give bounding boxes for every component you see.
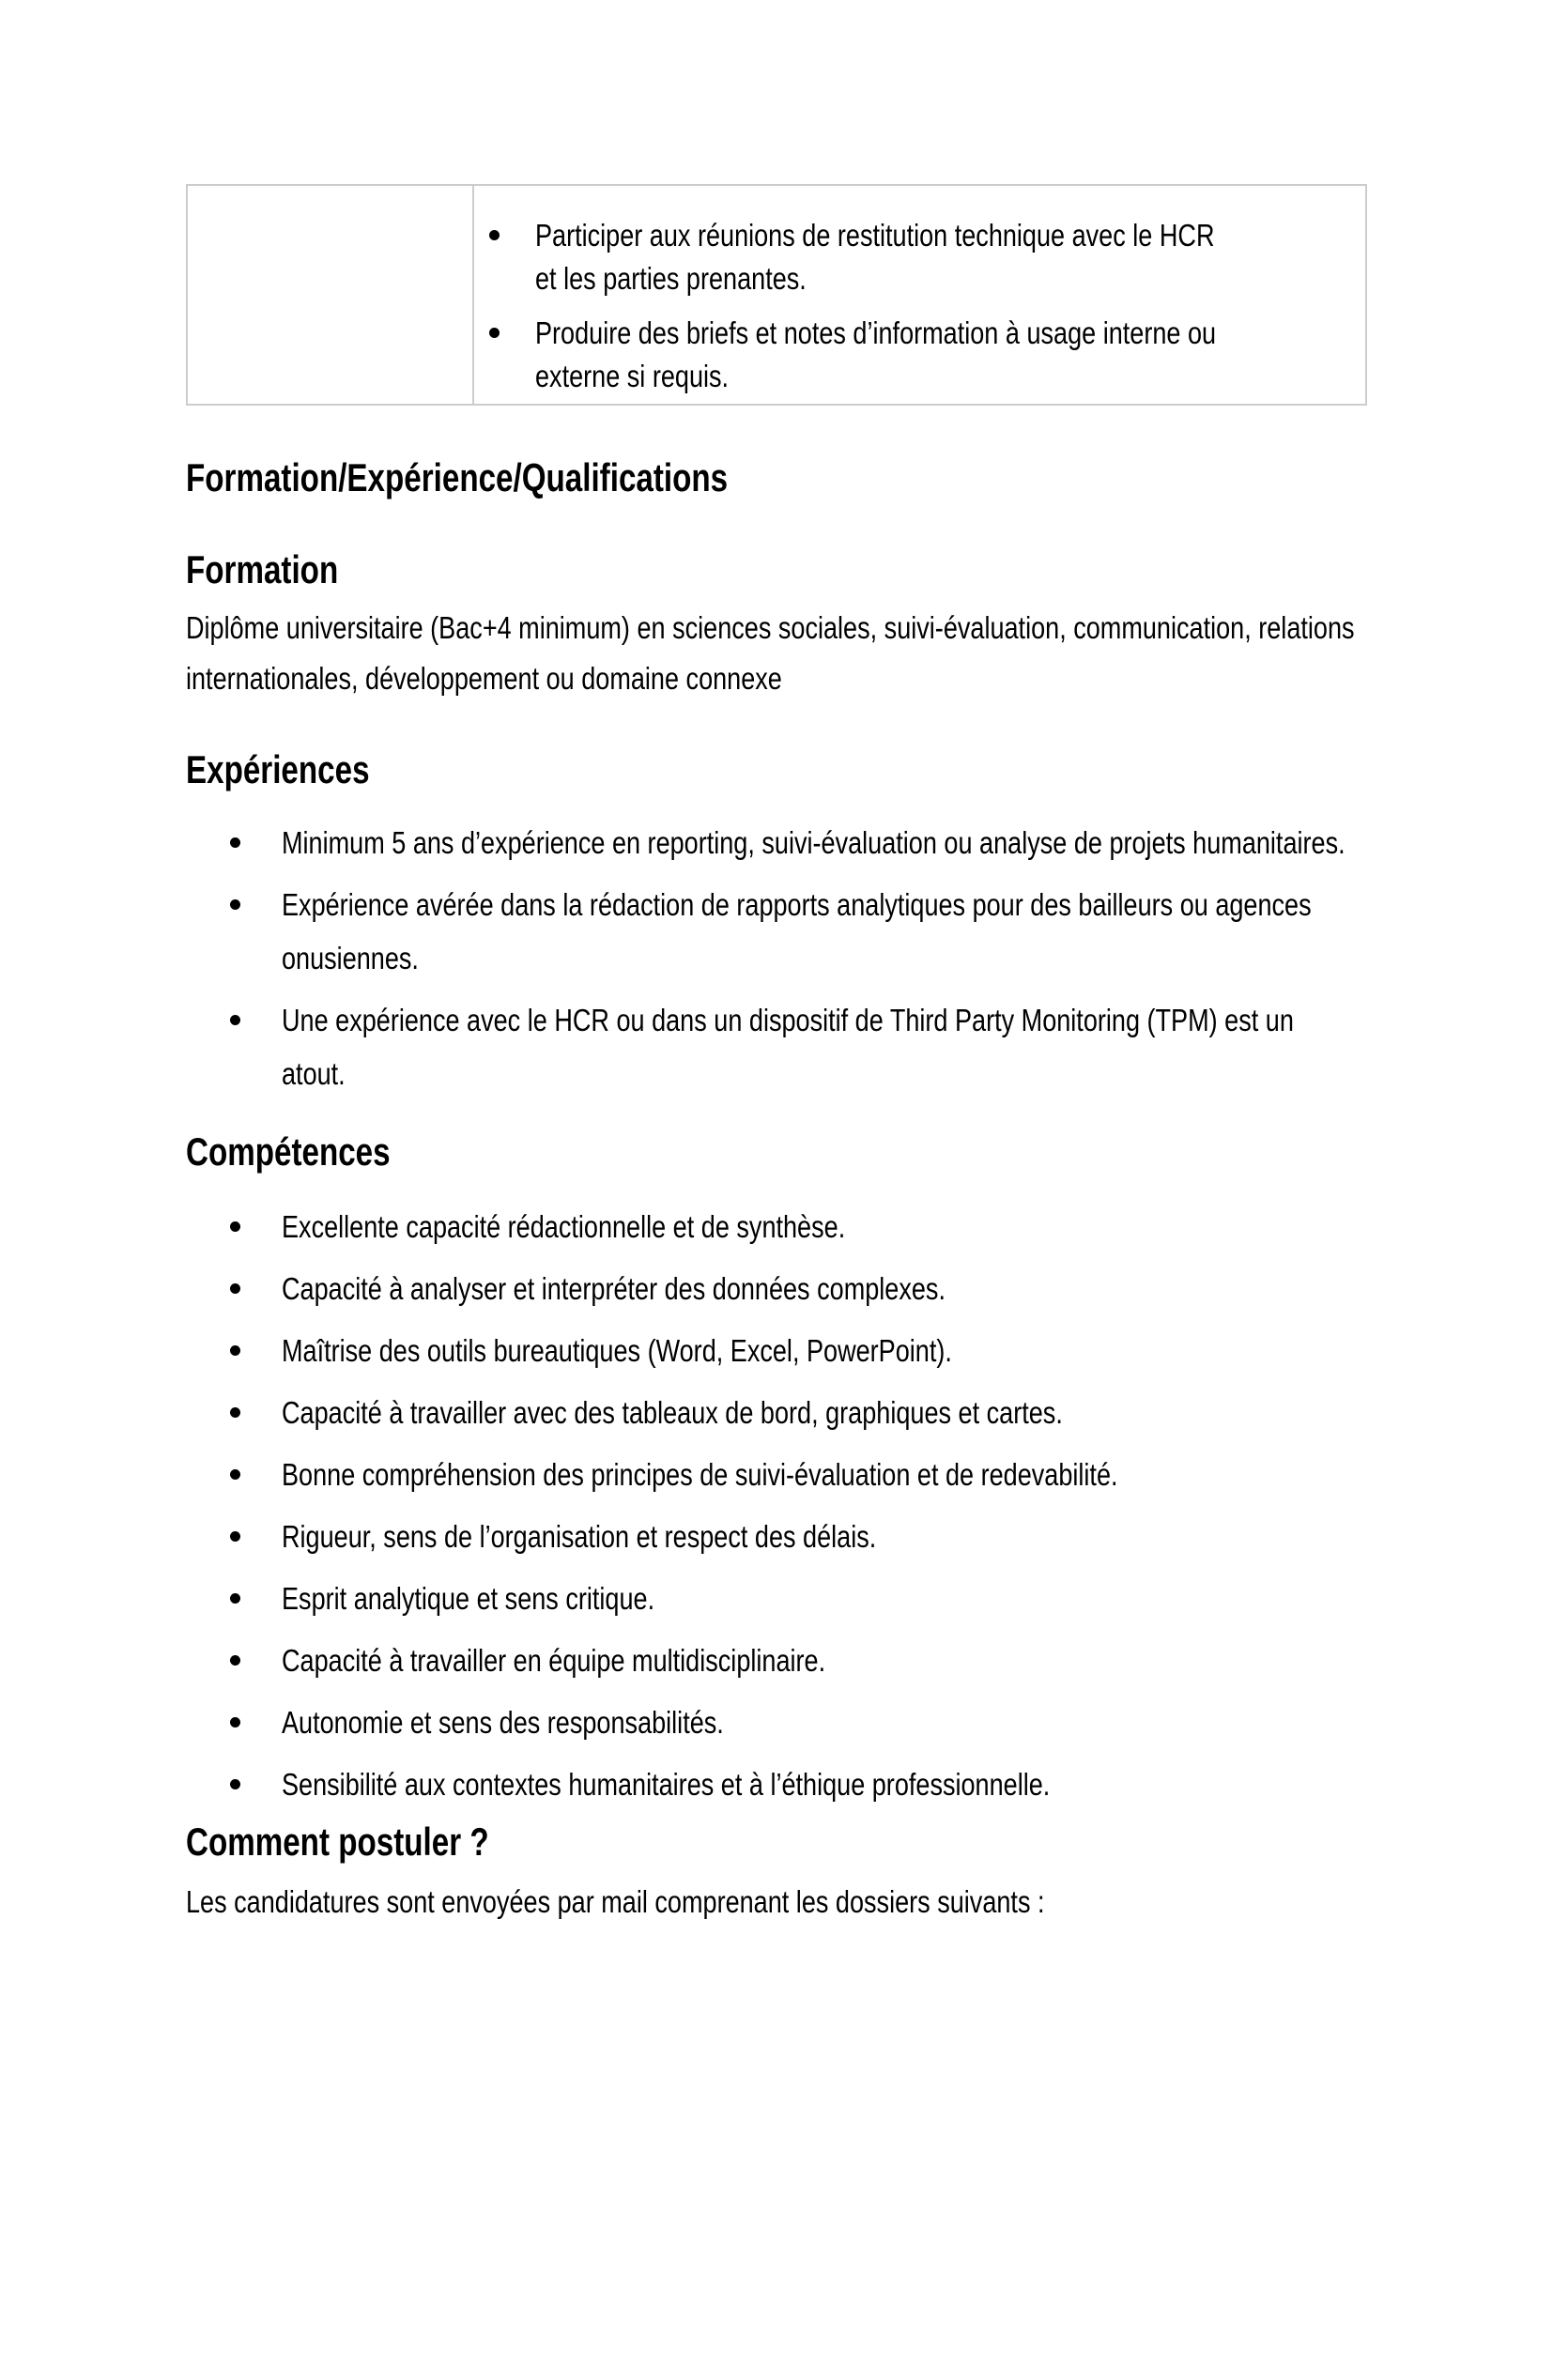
list-item <box>186 1386 1367 1439</box>
section-heading-qualifications <box>186 456 1367 499</box>
formation-paragraph <box>186 603 1367 704</box>
paragraph-line <box>186 603 1367 653</box>
bullet-dot-icon <box>230 1717 240 1727</box>
bullet-line <box>282 931 1367 985</box>
continuation-table <box>186 184 1367 406</box>
list-item <box>186 816 1367 869</box>
bullet-dot-icon <box>489 328 500 338</box>
bullet-dot-icon <box>230 1015 240 1025</box>
bullet-line <box>535 257 1365 300</box>
bullet-dot-icon <box>230 1221 240 1232</box>
bullet-line <box>282 1047 1367 1100</box>
bullet-dot-icon <box>230 1655 240 1666</box>
table-bullet-item <box>474 312 1365 398</box>
list-item <box>186 1634 1367 1687</box>
heading-text: Compétences <box>186 1129 391 1174</box>
section-heading-formation <box>186 548 1367 591</box>
section-heading-competences <box>186 1130 1367 1174</box>
paragraph-text: Diplôme universitaire (Bac+4 minimum) en sciences sociales, suivi-évaluation, communication, relations <box>186 610 1355 645</box>
bullet-dot-icon <box>489 230 500 240</box>
bullet-dot-icon <box>230 1345 240 1356</box>
bullet-line <box>282 878 1367 931</box>
competences-list <box>186 1200 1367 1811</box>
bullet-line <box>282 1386 1367 1439</box>
bullet-text: Expérience avérée dans la rédaction de rapports analytiques pour des bailleurs ou agences <box>282 886 1312 922</box>
list-item <box>186 1448 1367 1501</box>
heading-text: Comment postuler ? <box>186 1820 489 1864</box>
bullet-dot-icon <box>230 837 240 848</box>
list-item <box>186 1262 1367 1315</box>
list-item <box>186 1200 1367 1253</box>
bullet-line <box>535 214 1365 257</box>
bullet-dot-icon <box>230 1779 240 1789</box>
bullet-text: Une expérience avec le HCR ou dans un dispositif de Third Party Monitoring (TPM) est un <box>282 1002 1294 1037</box>
bullet-dot-icon <box>230 1407 240 1418</box>
bullet-line <box>282 1448 1367 1501</box>
postuler-paragraph <box>186 1877 1367 1927</box>
bullet-line <box>282 1262 1367 1315</box>
heading-text: Formation <box>186 547 339 591</box>
document-page <box>0 184 1367 1927</box>
bullet-text: Minimum 5 ans d’expérience en reporting, suivi-évaluation ou analyse de projets humanitaires. <box>282 824 1345 860</box>
bullet-text: Bonne compréhension des principes de suivi-évaluation et de redevabilité. <box>282 1456 1118 1492</box>
list-item <box>186 993 1367 1100</box>
bullet-line <box>535 312 1365 355</box>
bullet-line <box>282 816 1367 869</box>
bullet-line <box>535 355 1365 398</box>
list-item <box>186 1510 1367 1563</box>
heading-text: Formation/Expérience/Qualifications <box>186 455 729 499</box>
bullet-text: Excellente capacité rédactionnelle et de synthèse. <box>282 1208 846 1244</box>
paragraph-line <box>186 653 1367 704</box>
bullet-line <box>282 1634 1367 1687</box>
section-heading-experiences <box>186 748 1367 791</box>
bullet-line <box>282 1324 1367 1377</box>
paragraph-text: Les candidatures sont envoyées par mail comprenant les dossiers suivants : <box>186 1884 1045 1919</box>
bullet-text: Produire des briefs et notes d’information à usage interne ou <box>534 315 1216 350</box>
paragraph-text: internationales, développement ou domaine connexe <box>186 661 782 696</box>
bullet-text: Capacité à analyser et interpréter des données complexes. <box>282 1270 946 1306</box>
bullet-text: Esprit analytique et sens critique. <box>282 1580 655 1616</box>
bullet-line <box>282 1510 1367 1563</box>
bullet-text: et les parties prenantes. <box>534 261 807 296</box>
list-item <box>186 1696 1367 1749</box>
bullet-text: Sensibilité aux contextes humanitaires et à l’éthique professionnelle. <box>282 1766 1051 1802</box>
bullet-text: Participer aux réunions de restitution technique avec le HCR <box>534 218 1215 253</box>
bullet-line <box>282 1200 1367 1253</box>
list-item <box>186 1572 1367 1625</box>
bullet-dot-icon <box>230 1593 240 1604</box>
list-item <box>186 878 1367 985</box>
bullet-line <box>282 1572 1367 1625</box>
experiences-list <box>186 816 1367 1100</box>
heading-text: Expériences <box>186 747 370 791</box>
bullet-text: Autonomie et sens des responsabilités. <box>282 1704 724 1740</box>
bullet-dot-icon <box>230 1283 240 1294</box>
bullet-line <box>282 1696 1367 1749</box>
table-empty-cell <box>188 186 474 404</box>
bullet-line <box>282 993 1367 1047</box>
bullet-text: onusiennes. <box>282 940 419 975</box>
bullet-dot-icon <box>230 1531 240 1542</box>
list-item <box>186 1758 1367 1811</box>
list-item <box>186 1324 1367 1377</box>
bullet-line <box>282 1758 1367 1811</box>
bullet-dot-icon <box>230 899 240 910</box>
section-heading-postuler <box>186 1820 1367 1864</box>
table-bullet-item <box>474 214 1365 300</box>
bullet-text: Maîtrise des outils bureautiques (Word, Excel, PowerPoint). <box>282 1332 952 1368</box>
bullet-text: externe si requis. <box>534 359 729 393</box>
paragraph-line <box>186 1877 1367 1927</box>
bullet-text: Rigueur, sens de l’organisation et respect des délais. <box>282 1518 877 1554</box>
bullet-text: Capacité à travailler avec des tableaux de bord, graphiques et cartes. <box>282 1394 1063 1430</box>
bullet-dot-icon <box>230 1469 240 1480</box>
bullet-text: atout. <box>282 1055 346 1091</box>
table-content-cell <box>474 186 1365 404</box>
bullet-text: Capacité à travailler en équipe multidisciplinaire. <box>282 1642 826 1678</box>
